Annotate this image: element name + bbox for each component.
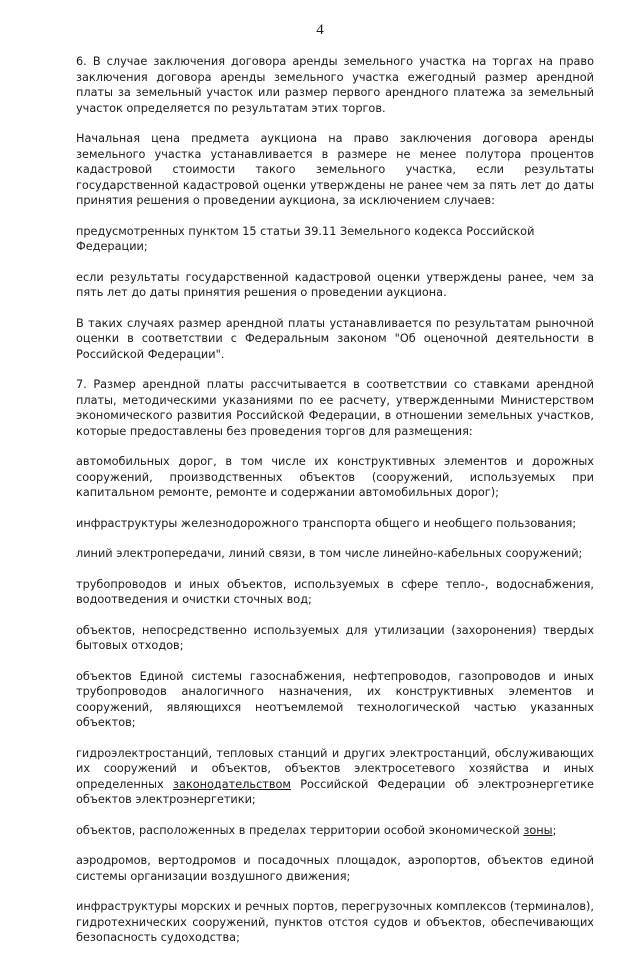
- paragraph-exception-1: предусмотренных пунктом 15 статьи 39.11 Земельного кодекса Российской Федерации;: [76, 224, 535, 253]
- paragraph-6: 6. В случае заключения договора аренды земельного участка на торгах на право заключения договора аренды земельного участка ежегодный размер арендной платы за земельный участок или размер первого арендного платежа за земельный участок определяется по результатам этих торгов.: [76, 55, 594, 115]
- list-item-waste: объектов, непосредственно используемых для утилизации (захоронения) твердых бытовых отходов;: [76, 623, 594, 652]
- list-item-economic-zone-text-1: объектов, расположенных в пределах территории особой экономической: [76, 823, 524, 837]
- list-item-power-stations-text-1: гидроэлектростанций, тепловых станций и других электростанций, обслуживающих их сооружений и объектов, объектов электросетевого хозяйства и иных определенных: [76, 746, 594, 791]
- list-item-railway: инфраструктуры железнодорожного транспорта общего и необщего пользования;: [76, 516, 577, 530]
- paragraph-market-valuation: В таких случаях размер арендной платы устанавливается по результатам рыночной оценки в соответствии с Федеральным законом "Об оценочной деятельности в Российской Федерации".: [76, 316, 594, 361]
- list-item-ports: инфраструктуры морских и речных портов, перегрузочных комплексов (терминалов), гидротехнических сооружений, пунктов отстоя судов и объектов, обеспечивающих безопасность судоходства;: [76, 900, 594, 944]
- paragraph-7: 7. Размер арендной платы рассчитывается в соответствии со ставками арендной платы, методическими указаниями по ее расчету, утвержденными Министерством экономического развития Российской Федерации, в отношении земельных участков, которые предоставлены без проведения торгов для размещения:: [76, 378, 594, 438]
- page-number: 4: [316, 22, 324, 38]
- legislation-link[interactable]: законодательством: [172, 777, 291, 791]
- list-item-pipelines: трубопроводов и иных объектов, используемых в сфере тепло-, водоснабжения, водоотведения и очистки сточных вод;: [76, 577, 594, 606]
- list-item-power-lines: линий электропередачи, линий связи, в том числе линейно-кабельных сооружений;: [76, 547, 583, 560]
- list-item-power-stations: [76, 746, 594, 808]
- zone-link[interactable]: зоны: [523, 823, 553, 837]
- list-item-power-stations-text-2: Российской Федерации об электроэнергетике объектов электроэнергетики;: [76, 777, 594, 806]
- paragraph-auction-price: Начальная цена предмета аукциона на право заключения договора аренды земельного участка устанавливается в размере не менее полутора процентов кадастровой стоимости такого земельного участка, если результаты государственной кадастровой оценки утверждены не ранее чем за пять лет до даты принятия решения о проведении аукциона, за исключением случаев:: [76, 132, 594, 207]
- document-body: [76, 54, 594, 961]
- list-item-economic-zone-text-2: ;: [552, 823, 557, 837]
- list-item-airports: аэродромов, вертодромов и посадочных площадок, аэропортов, объектов единой системы организации воздушного движения;: [76, 854, 594, 883]
- paragraph-exception-2: если результаты государственной кадастровой оценки утверждены ранее, чем за пять лет до даты принятия решения о проведении аукциона.: [76, 270, 594, 299]
- list-item-gas-system: объектов Единой системы газоснабжения, нефтепроводов, газопроводов и иных трубопроводов аналогичного назначения, их конструктивных элементов и сооружений, являющихся неотъемлемой технологической частью указанных объектов;: [76, 669, 594, 729]
- list-item-roads: автомобильных дорог, в том числе их конструктивных элементов и дорожных сооружений, производственных объектов (сооружений, используемых при капитальном ремонте, ремонте и содержании автомобильных дорог);: [76, 455, 594, 499]
- list-item-economic-zone: [76, 823, 594, 839]
